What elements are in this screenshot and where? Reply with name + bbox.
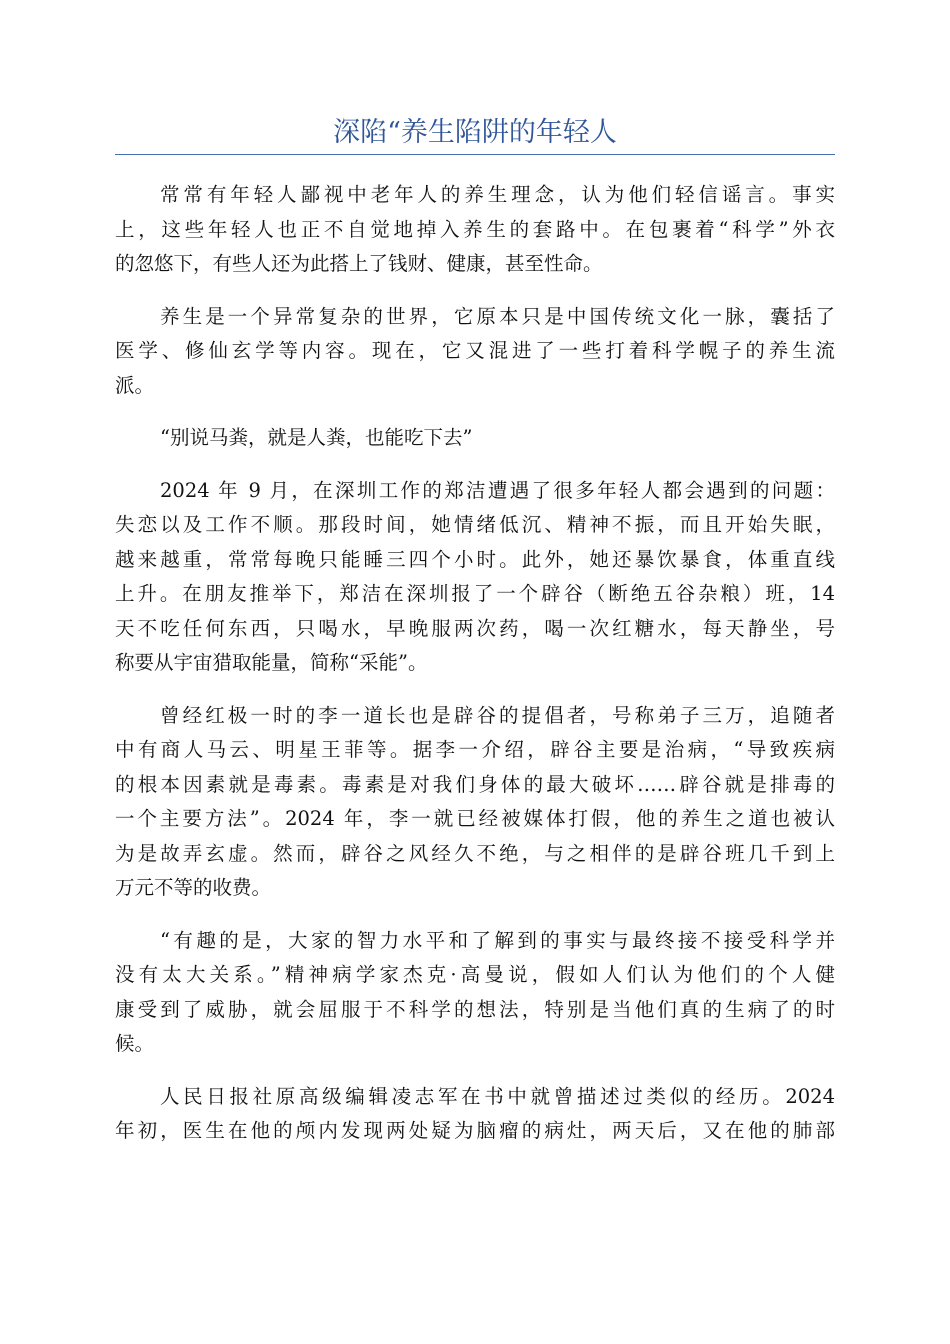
paragraph [115,300,835,404]
paragraph-line: 万元不等的收费。 [115,876,272,899]
paragraph [115,699,835,906]
paragraph-line: 越来越重，常常每晚只能睡三四个小时。此外，她还暴饮暴食，体重直线 [115,547,835,571]
paragraph-line: “有趣的是，大家的智力水平和了解到的事实与最终接不接受科学并 [160,928,835,952]
paragraph-line: 的忽悠下，有些人还为此搭上了钱财、健康，甚至性命。 [115,252,603,275]
title-underline [115,154,835,155]
paragraph [115,421,835,456]
paragraph-line: 人民日报社原高级编辑凌志军在书中就曾描述过类似的经历。2024 [160,1084,835,1108]
paragraph-line: 医学、修仙玄学等内容。现在，它又混进了一些打着科学幌子的养生流 [115,339,835,362]
paragraph-line: “别说马粪，就是人粪，也能吃下去” [160,426,473,449]
paragraph [115,1080,835,1149]
paragraph-line: 的根本因素就是毒素。毒素是对我们身体的最大破坏……辟谷就是排毒的 [115,772,835,796]
paragraph-line: 为是故弄玄虚。然而，辟谷之风经久不绝，与之相伴的是辟谷班几千到上 [115,841,835,865]
page-title: 深陷“养生陷阱的年轻人 [333,117,617,148]
paragraph-line: 失恋以及工作不顺。那段时间，她情绪低沉、精神不振，而且开始失眠， [115,513,835,536]
paragraph-line: 候。 [115,1032,155,1055]
paragraph-line: 常常有年轻人鄙视中老年人的养生理念，认为他们轻信谣言。事实 [160,183,835,206]
article-body [115,178,835,1167]
paragraph [115,178,835,282]
paragraph [115,474,835,681]
paragraph-line: 上升。在朋友推举下，郑洁在深圳报了一个辟谷（断绝五谷杂粮）班，14 [115,582,835,605]
paragraph-line: 年初，医生在他的颅内发现两处疑为脑瘤的病灶，两天后，又在他的肺部 [115,1119,835,1142]
paragraph-line: 天不吃任何东西，只喝水，早晚服两次药，喝一次红糖水，每天静坐，号 [115,616,835,640]
paragraph-line: 中有商人马云、明星王菲等。据李一介绍，辟谷主要是治病，“导致疾病 [115,738,835,761]
paragraph-line: 康受到了威胁，就会屈服于不科学的想法，特别是当他们真的生病了的时 [115,997,835,1021]
paragraph-line: 称要从宇宙猎取能量，简称“采能”。 [115,651,428,674]
paragraph-line: 养生是一个异常复杂的世界，它原本只是中国传统文化一脉，囊括了 [160,304,835,328]
paragraph-line: 派。 [115,373,155,397]
paragraph-line: 2024 年 9 月，在深圳工作的郑洁遭遇了很多年轻人都会遇到的问题： [160,478,835,502]
paragraph-line: 曾经红极一时的李一道长也是辟谷的提倡者，号称弟子三万，追随者 [160,703,835,727]
paragraph-line: 一个主要方法”。2024 年，李一就已经被媒体打假，他的养生之道也被认 [115,807,835,830]
paragraph-line: 没有太大关系。”精神病学家杰克·高曼说，假如人们认为他们的个人健 [115,963,835,986]
paragraph-line: 上，这些年轻人也正不自觉地掉入养生的套路中。在包裹着“科学”外衣 [115,217,835,241]
paragraph [115,924,835,1062]
